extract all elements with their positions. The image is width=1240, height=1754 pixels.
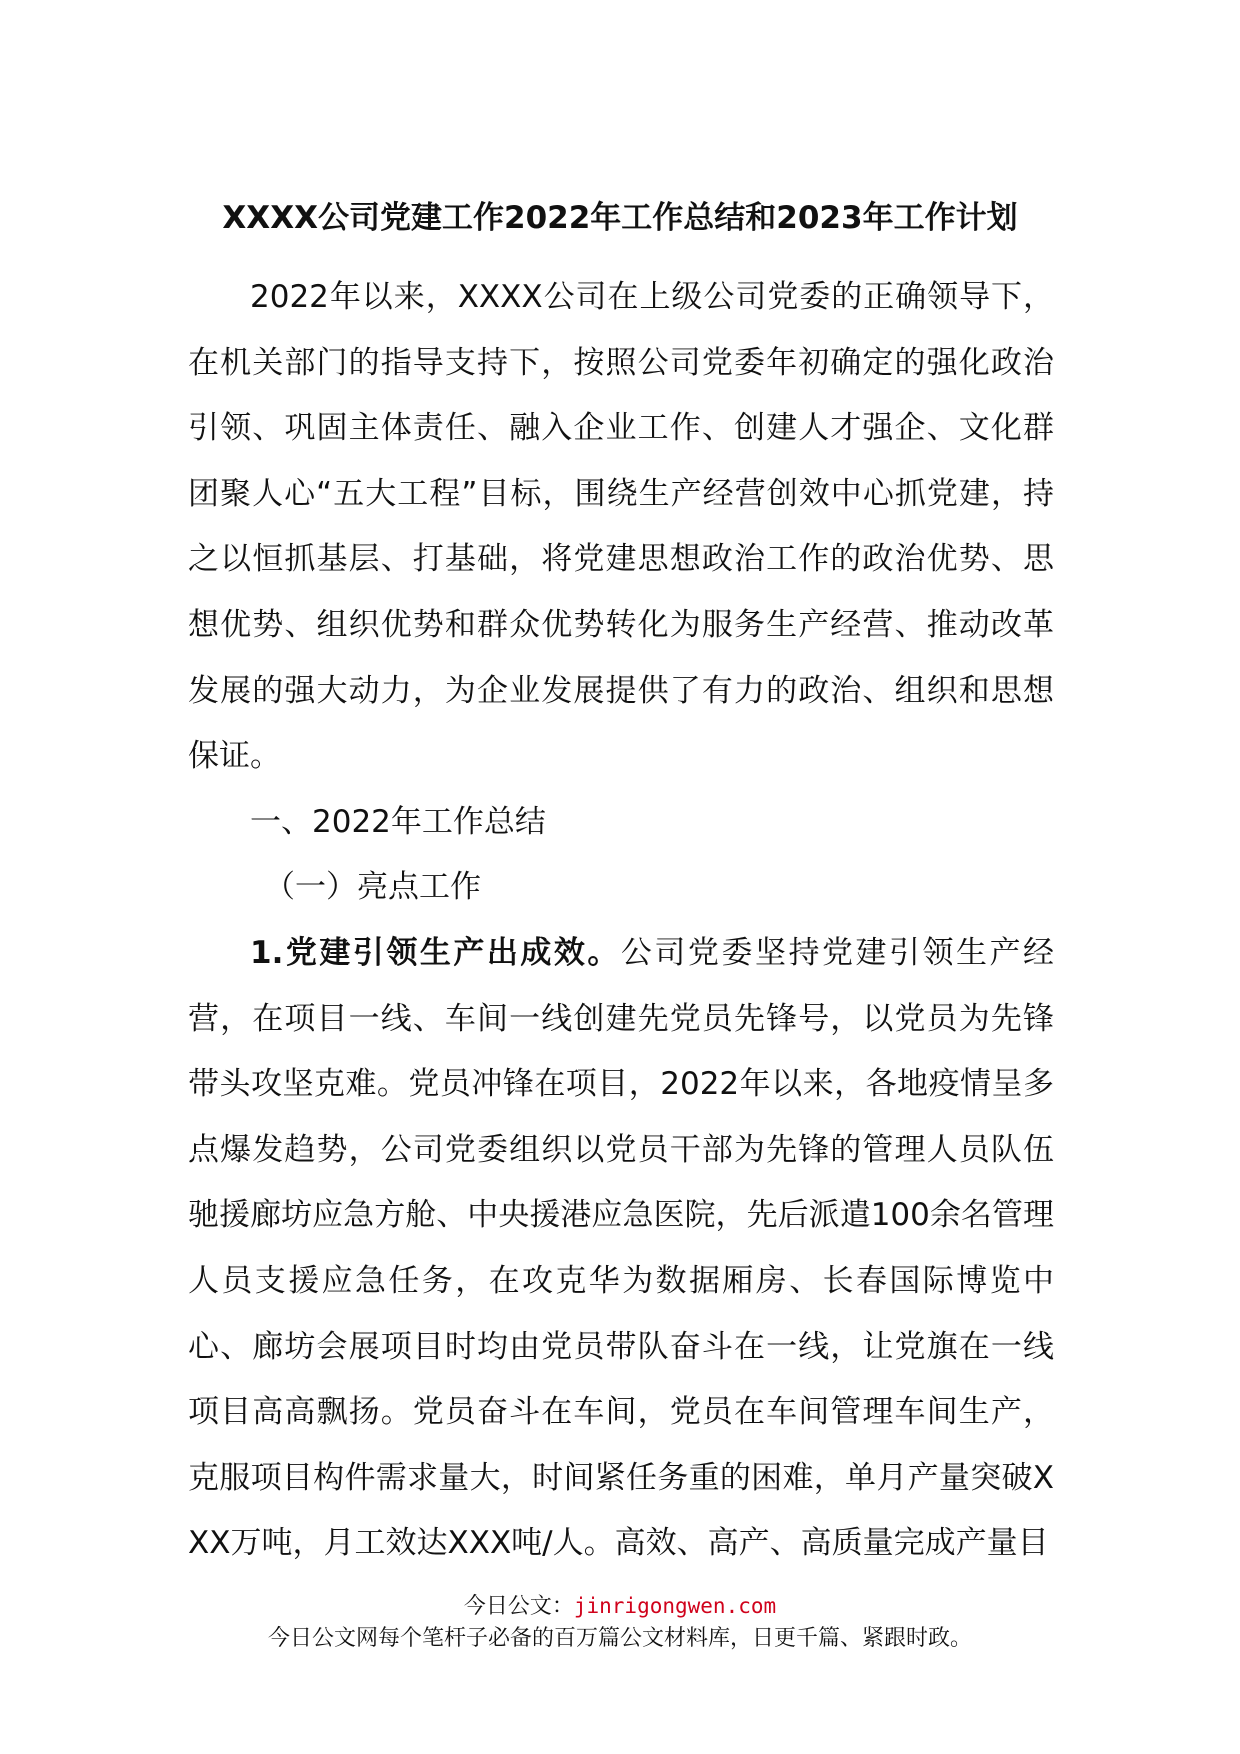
page-footer [0, 1590, 1240, 1655]
item-1-lead: 1.党建引领生产出成效。 [250, 934, 621, 971]
item-1-paragraph [188, 921, 1054, 1577]
section-heading-summary: 一、2022年工作总结 [250, 803, 546, 840]
footer-source-line [0, 1590, 1240, 1623]
footer-slogan: 今日公文网每个笔杆子必备的百万篇公文材料库，日更千篇、紧跟时政。 [267, 1626, 972, 1651]
document-body [188, 265, 1054, 1577]
footer-url-link[interactable]: jinrigongwen.com [573, 1594, 777, 1618]
subsection-heading-highlights: （一）亮点工作 [264, 869, 481, 906]
item-1-text: 公司党委坚持党建引领生产经营，在项目一线、车间一线创建先党员先锋号，以党员为先锋带头攻坚克难。党员冲锋在项目，2022年以来，各地疫情呈多点爆发趋势，公司党委组织以党员干部为先锋的管理人员队伍驰援廊坊应急方舱、中央援港应急医院，先后派遣100余名管理人员支援应急任务，在攻克华为数据厢房、长春国际博览中心、廊坊会展项目时均由党员带队奋斗在一线，让党旗在一线项目高高飘扬。党员奋斗在车间，党员在车间管理车间生产，克服项目构件需求量大，时间紧任务重的困难，单月产量突破XXX万吨，月工效达XXX吨/人。高效、高产、高质量完成产量目 [188, 934, 1054, 1562]
intro-paragraph: 2022年以来，XXXX公司在上级公司党委的正确领导下，在机关部门的指导支持下，按照公司党委年初确定的强化政治引领、巩固主体责任、融入企业工作、创建人才强企、文化群团聚人心“五大工程”目标，围绕生产经营创效中心抓党建，持之以恒抓基层、打基础，将党建思想政治工作的政治优势、思想优势、组织优势和群众优势转化为服务生产经营、推动改革发展的强大动力，为企业发展提供了有力的政治、组织和思想保证。 [188, 279, 1054, 775]
footer-label: 今日公文： [463, 1594, 574, 1619]
document-title: XXXX公司党建工作2022年工作总结和2023年工作计划 [222, 200, 1018, 236]
